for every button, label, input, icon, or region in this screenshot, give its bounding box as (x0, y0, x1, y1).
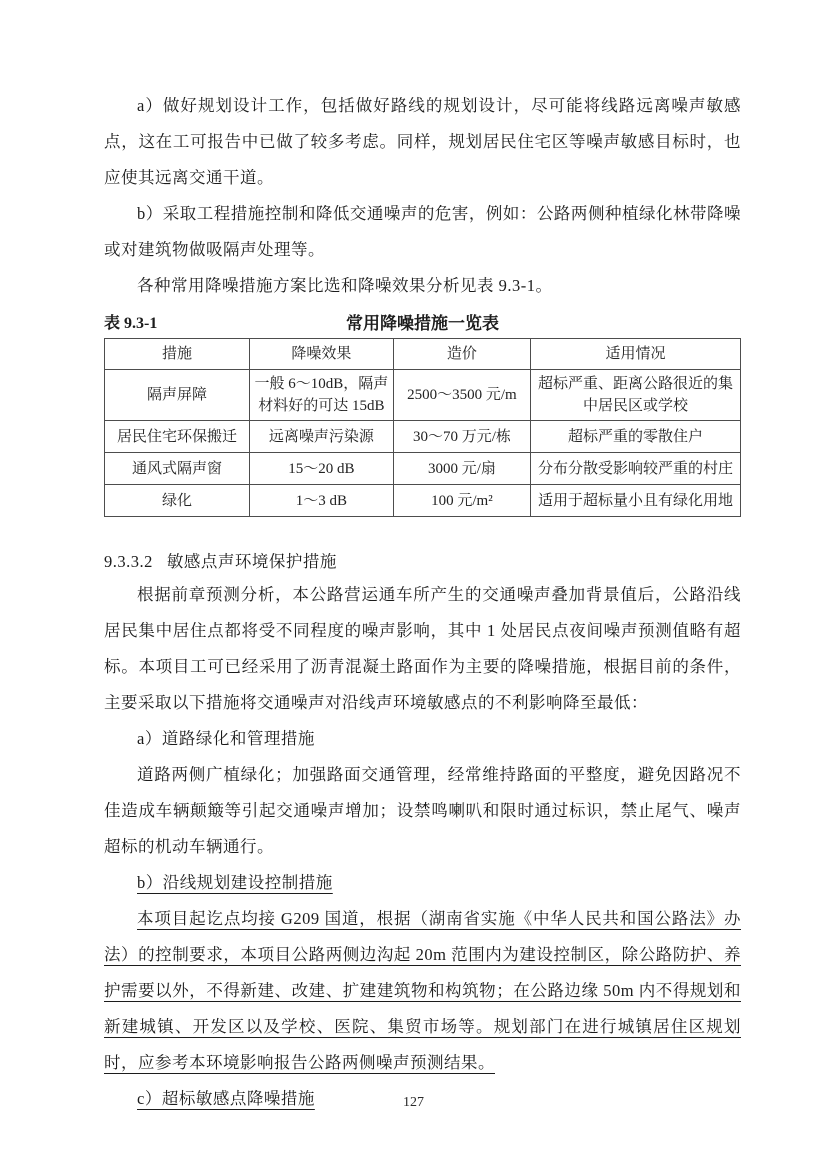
subheading-c-exceeding-points: c）超标敏感点降噪措施 (137, 1089, 315, 1108)
table-row (105, 421, 741, 453)
cell-effect: 15～20 dB (250, 453, 394, 485)
paragraph-greening-management: 道路两侧广植绿化；加强路面交通管理，经常维持路面的平整度，避免因路况不佳造成车辆颠簸等引起交通噪声增加；设禁鸣喇叭和限时通过标识，禁止尾气、噪声超标的机动车辆通行。 (104, 765, 741, 856)
table-row (105, 453, 741, 485)
page-content (104, 88, 741, 1117)
column-header-measure: 措施 (105, 339, 250, 370)
cell-measure: 居民住宅环保搬迁 (105, 421, 250, 453)
section-title: 敏感点声环境保护措施 (166, 552, 337, 571)
column-header-cost: 造价 (393, 339, 530, 370)
section-number: 9.3.3.2 (104, 552, 153, 571)
cell-applicability: 超标严重、距离公路很近的集中居民区或学校 (531, 370, 741, 421)
noise-measures-table (104, 338, 741, 517)
page-number: 127 (403, 1095, 424, 1110)
cell-cost: 30～70 万元/栋 (393, 421, 530, 453)
subheading-a-greening: a）道路绿化和管理措施 (137, 729, 315, 748)
paragraph-table-reference: 各种常用降噪措施方案比选和降噪效果分析见表 9.3-1。 (137, 276, 553, 295)
cell-measure: 通风式隔声窗 (105, 453, 250, 485)
table-label: 表 9.3-1 (104, 315, 158, 332)
table-header-row (105, 339, 741, 370)
cell-cost: 100 元/m² (393, 485, 530, 517)
table-caption (104, 312, 741, 338)
cell-cost: 3000 元/扇 (393, 453, 530, 485)
paragraph-prediction-analysis: 根据前章预测分析，本公路营运通车所产生的交通噪声叠加背景值后，公路沿线居民集中居住点都将受不同程度的噪声影响，其中 1 处居民点夜间噪声预测值略有超标。本项目工可已经采用了沥青混凝土路面作为主要的降噪措施，根据目前的条件，主要采取以下措施将交通噪声对沿线声环境敏感点的不利影响降至最低： (104, 585, 741, 712)
cell-measure: 隔声屏障 (105, 370, 250, 421)
paragraph-engineering-measures: b）采取工程措施控制和降低交通噪声的危害，例如：公路两侧种植绿化林带降噪或对建筑物做吸隔声处理等。 (104, 204, 741, 259)
paragraph-planning-design: a）做好规划设计工作，包括做好路线的规划设计，尽可能将线路远离噪声敏感点，这在工可报告中已做了较多考虑。同样，规划居民住宅区等噪声敏感目标时，也应使其远离交通干道。 (104, 96, 741, 187)
cell-measure: 绿化 (105, 485, 250, 517)
cell-cost: 2500～3500 元/m (393, 370, 530, 421)
column-header-applicability: 适用情况 (531, 339, 741, 370)
cell-effect: 1～3 dB (250, 485, 394, 517)
column-header-effect: 降噪效果 (250, 339, 394, 370)
subheading-b-planning-control: b）沿线规划建设控制措施 (137, 873, 333, 892)
cell-applicability: 超标严重的零散住户 (531, 421, 741, 453)
cell-applicability: 分布分散受影响较严重的村庄 (531, 453, 741, 485)
section-heading (104, 547, 741, 577)
table-row (105, 485, 741, 517)
cell-effect: 远离噪声污染源 (250, 421, 394, 453)
table-title: 常用降噪措施一览表 (346, 314, 499, 333)
cell-applicability: 适用于超标量小且有绿化用地 (531, 485, 741, 517)
cell-effect: 一般 6～10dB，隔声材料好的可达 15dB (250, 370, 394, 421)
table-row (105, 370, 741, 421)
paragraph-planning-control: 本项目起讫点均接 G209 国道，根据（湖南省实施《中华人民共和国公路法》办法）的控制要求，本项目公路两侧边沟起 20m 范围内为建设控制区，除公路防护、养护需要以外，不得新建、改建、扩建建筑物和构筑物；在公路边缘 50m 内不得规划和新建城镇、开发区以及学校、医院、集贸市场等。规划部门在进行城镇居住区规划时，应参考本环境影响报告公路两侧噪声预测结果。 (104, 909, 741, 1072)
